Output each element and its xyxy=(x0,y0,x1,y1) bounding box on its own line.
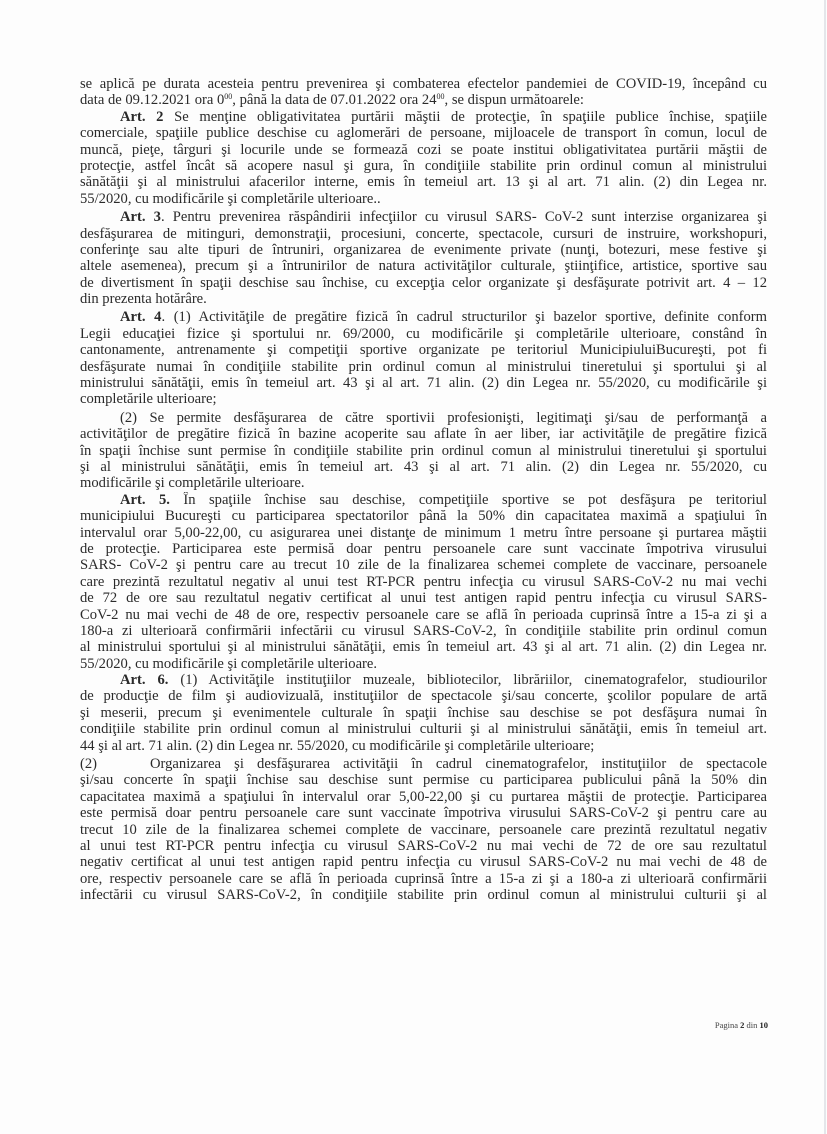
art2-line-2: comerciale, spaţiile publice deschise cu aglomerări de persoane, mijloacele de transport în comun, locul de xyxy=(80,125,767,142)
end-hour-sup: 00 xyxy=(436,92,445,102)
art5-label: Art. 5. xyxy=(120,491,170,508)
art5-line-4: de protecţie. Participarea este permisă doar pentru persoanele care sunt vaccinate împotriva virusului xyxy=(80,540,767,557)
art5-line-8: CoV-2 nu mai vechi de 48 de ore, respectiv persoanele care se află în perioada cuprinsă între a 15-a zi şi a xyxy=(80,606,767,623)
art6-p2-line-9: infectării cu virusul SARS-CoV-2, în condiţiile stabilite prin ordinul comun al ministrului culturii şi al xyxy=(80,887,767,904)
art6-line-5: 44 şi al art. 71 alin. (2) din Legea nr. 55/2020, cu modificările şi completările ulterioare; xyxy=(80,737,595,754)
page-total: 10 xyxy=(759,1020,768,1030)
art6-p2-line-3: capacitatea maximă a spaţiului în intervalul orar 5,00-22,00 şi cu purtarea măştii de protecţie. Participarea xyxy=(80,788,767,805)
art5-line-1 xyxy=(80,492,767,508)
art5-line-3: intervalul orar 5,00-22,00, cu asigurarea unei distanţe de minimum 1 metru între persoane şi purtarea măştii xyxy=(80,524,767,541)
art6-p2-line-6: al unui test RT-PCR pentru infecţia cu virusul SARS-CoV-2 nu mai vechi de 72 de ore sau rezultatul xyxy=(80,837,767,854)
art5-line-2: municipiului Bucureşti cu participarea spectatorilor până la 50% din capacitatea maximă a spaţiului în xyxy=(80,508,767,525)
art6-line-4: condiţiile stabilite prin ordinul comun al ministrului culturii şi al ministrului sănătăţii, emis în temeiul art. xyxy=(80,721,767,738)
art4-p2-line-1: (2) Se permite desfăşurarea de către sportivii profesionişti, legitimaţi şi/sau de performanţă a xyxy=(120,409,767,426)
intro-tail: , se dispun următoarele: xyxy=(444,92,584,109)
intro-line-1: se aplică pe durata acesteia pentru prevenirea şi combaterea efectelor pandemiei de COVID-19, începând cu xyxy=(80,76,767,92)
art6-p2-line-7: negativ certificat al unui test antigen rapid pentru infecţia cu virusul SARS-CoV-2 nu mai vechi de 48 de xyxy=(80,854,767,871)
art3-line-3: conferinţe sau alte tipuri de întruniri, organizarea de evenimente private (nunţi, botezuri, mese festive şi xyxy=(80,241,767,258)
art2-line-3: muncă, pieţe, târguri şi locurile unde se formează cozi se poate institui obligativitatea purtării măştii de xyxy=(80,141,767,158)
art3-line-2: desfăşurarea de mitinguri, demonstraţii, procesiuni, concerte, spectacole, cursuri de instruire, workshopuri, xyxy=(80,225,767,242)
page-word: Pagina xyxy=(714,1020,738,1030)
art4-p2-line-4: şi al ministrului sănătăţii, emis în temeiul art. 43 şi al art. 71 alin. (2) din Legea nr. 55/2020, cu xyxy=(80,458,767,475)
art3-label: Art. 3 xyxy=(120,209,161,226)
art2-label: Art. 2 xyxy=(120,108,164,125)
art6-p2-line-1 xyxy=(80,756,767,772)
art6-label: Art. 6. xyxy=(120,672,169,689)
art5-line-5: SARS- CoV-2 şi pentru care au trecut 10 zile de la finalizarea schemei complete de vaccinare, persoanele xyxy=(80,557,767,574)
art2-line-6: 55/2020, cu modificările şi completările ulterioare.. xyxy=(80,190,381,207)
art6-p2-text: Organizarea şi desfăşurarea activităţii în cadrul cinematografelor, instituţiilor de spectacole xyxy=(150,756,767,773)
start-date: data de 09.12.2021 ora 0 xyxy=(80,92,225,109)
art4-p2-line-5: modificările şi completările ulterioare. xyxy=(80,475,305,492)
art4-line-4: desfăşurate numai în condiţiile stabilite prin ordinul comun al ministrului tineretului şi sportului şi al xyxy=(80,358,767,375)
art6-p2-line-8: ore, respectiv persoanele care se află în perioada cuprinsă între a 15-a zi şi a 180-a zi ulterioară confirmării xyxy=(80,870,767,887)
of-word: din xyxy=(746,1020,758,1030)
art5-line-11: 55/2020, cu modificările şi completările ulterioare. xyxy=(80,655,378,672)
art3-line-5: de divertisment în spaţii deschise sau închise, cu excepţia celor organizate şi desfăşurate potrivit art. 4 – 12 xyxy=(80,274,767,291)
start-hour-sup: 00 xyxy=(224,92,233,102)
intro-line-2 xyxy=(80,92,767,108)
art2-line-5: sănătăţii şi al ministrului afacerilor interne, emis în temeiul art. 13 şi al art. 71 alin. (2) din Legea nr. xyxy=(80,174,767,191)
art6-line-1 xyxy=(80,672,767,688)
art5-line-7: de 72 de ore sau rezultatul negativ certificat al unui test antigen rapid pentru infecţia cu virusul SARS- xyxy=(80,590,767,607)
art6-p2-line-4: este permisă doar pentru persoanele care sunt vaccinate împotriva virusului SARS-CoV-2 şi pentru care au xyxy=(80,805,767,822)
art5-text: În spaţiile închise sau deschise, competiţiile sportive se pot desfăşura pe teritoriul xyxy=(169,491,767,508)
art3-line-6: din prezenta hotărâre. xyxy=(80,291,207,308)
art2-line-1 xyxy=(80,109,767,125)
page-number-footer xyxy=(660,1020,768,1030)
art6-line-3: şi meserii, precum şi evenimentele culturale în spaţii închise sau deschise se pot desfăşura numai în xyxy=(80,704,767,721)
art6-p2-number: (2) xyxy=(80,756,98,773)
art6-line-2: de producţie de film şi audiovizuală, instituţiilor de spectacole şi/sau concerte, şcolilor populare de artă xyxy=(80,688,767,705)
art4-line-1 xyxy=(80,309,767,325)
art6-text: (1) Activităţile instituţiilor muzeale, bibliotecilor, librăriilor, cinematografelor, studiourilor xyxy=(168,672,767,689)
art5-line-10: al ministrului sportului şi al ministrului sănătăţii, emis în temeiul art. 43 şi al art. 71 alin. (2) din Legea nr. xyxy=(80,639,767,656)
art4-p2-line-3: în spaţii închise sunt permise în condiţiile stabilite prin ordinul comun al ministrului tineretului şi sportului xyxy=(80,442,767,459)
art2-text: Se menţine obligativitatea purtării măştii de protecţie, în spaţiile publice închise, spaţiile xyxy=(163,108,767,125)
art3-text: . Pentru prevenirea răspândirii infecţiilor cu virusul SARS- CoV-2 sunt interzise organizarea şi xyxy=(160,209,767,226)
art5-line-6: care prezintă rezultatul negativ al unui test RT-PCR pentru infecţia cu virusul SARS-CoV-2 nu mai vechi xyxy=(80,573,767,590)
page-edge xyxy=(824,0,826,1134)
art3-line-1 xyxy=(80,209,767,225)
art4-text: . (1) Activităţile de pregătire fizică în cadrul structurilor şi bazelor sportive, definite conform xyxy=(161,309,767,326)
art4-label: Art. 4 xyxy=(120,309,162,326)
art4-line-5: ministrului sănătăţii, emis în temeiul art. 43 şi al art. 71 alin. (2) din Legea nr. 55/2020, cu modificările şi xyxy=(80,375,767,392)
art6-p2-line-2: şi/sau concerte în spaţii închise sau deschise sunt permise cu participarea publicului până la 50% din xyxy=(80,772,767,789)
art4-line-2: Legii educaţiei fizice şi sportului nr. 69/2000, cu modificările şi completările ulterioare, constând în xyxy=(80,325,767,342)
art2-line-4: protecţie, astfel încât să acopere nasul şi gura, în condiţiile stabilite prin ordinul comun al ministrului xyxy=(80,157,767,174)
page-current: 2 xyxy=(740,1020,745,1030)
art4-line-6: completările ulterioare; xyxy=(80,391,217,408)
art5-line-9: 180-a zi ulterioară confirmării infectării cu virusul SARS-CoV-2, în condiţiile stabilite prin ordinul comun xyxy=(80,622,767,639)
document-body xyxy=(80,76,767,904)
art4-line-3: cantonamente, antrenamente şi competiţii sportive organizate pe teritoriul MunicipiuluiBucureşti, pot fi xyxy=(80,342,767,359)
art4-p2-line-2: activităţilor de pregătire fizică în bazine acoperite sau aflate în aer liber, iar activităţile de pregătire fizică xyxy=(80,426,767,443)
art3-line-4: altele asemenea), precum şi a întrunirilor de natura activităţilor culturale, ştiinţifice, artistice, sportive sau xyxy=(80,258,767,275)
end-date: , până la data de 07.01.2022 ora 24 xyxy=(232,92,437,109)
art6-p2-line-5: trecut 10 zile de la finalizarea schemei complete de vaccinare, persoanele care prezintă rezultatul negativ xyxy=(80,821,767,838)
